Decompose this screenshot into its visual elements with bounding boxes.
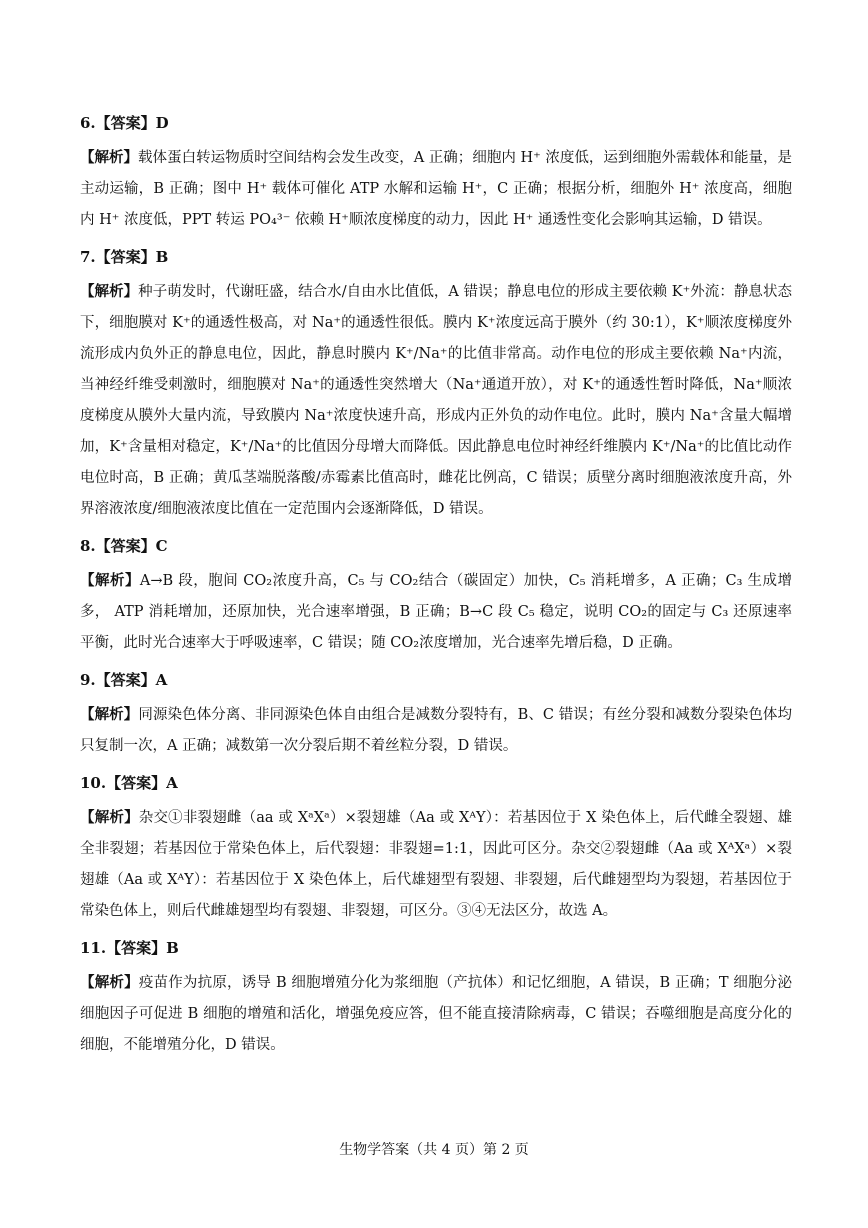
- answer-8-explanation: [80, 565, 792, 659]
- explanation-text: A→B 段，胞间 CO₂浓度升高，C₅ 与 CO₂结合（碳固定）加快，C₅ 消耗增多，A 正确；C₃ 生成增多， ATP 消耗增加，还原加快，光合速率增强，B 正确；B→C 段 C₅ 稳定，说明 CO₂的固定与 C₃ 还原速率平衡，此时光合速率大于呼吸速率，C 错误；随 CO₂浓度增加，光合速率先增后稳，D 正确。: [80, 573, 792, 651]
- answer-9-explanation: [80, 699, 792, 762]
- page-footer: 生物学答案（共 4 页）第 2 页: [339, 1142, 529, 1158]
- answer-9-heading: 9.【答案】A: [80, 671, 168, 689]
- explanation-tag: 【解析】: [80, 706, 139, 723]
- answer-10-explanation: [80, 802, 792, 927]
- explanation-tag: 【解析】: [80, 974, 139, 991]
- explanation-text: 同源染色体分离、非同源染色体自由组合是减数分裂特有，B、C 错误；有丝分裂和减数分裂染色体均只复制一次，A 正确；减数第一次分裂后期不着丝粒分裂，D 错误。: [80, 707, 793, 754]
- answer-6-heading: 6.【答案】D: [80, 114, 169, 132]
- explanation-text: 杂交①非裂翅雌（aa 或 XᵃXᵃ）×裂翅雄（Aa 或 XᴬY）：若基因位于 X 染色体上，后代雌全裂翅、雄全非裂翅；若基因位于常染色体上，后代裂翅：非裂翅=1:1，因此可区分。杂交②裂翅雌（Aa 或 XᴬXᵃ）×裂翅雄（Aa 或 XᴬY）：若基因位于 X 染色体上，后代雄翅型有裂翅、非裂翅，后代雌翅型均为裂翅，若基因位于常染色体上，则后代雌雄翅型均有裂翅、非裂翅，可区分。③④无法区分，故选 A。: [80, 810, 792, 919]
- answer-7-explanation: [80, 276, 792, 525]
- answer-7-heading: 7.【答案】B: [80, 248, 169, 266]
- explanation-text: 种子萌发时，代谢旺盛，结合水/自由水比值低，A 错误；静息电位的形成主要依赖 K⁺外流：静息状态下，细胞膜对 K⁺的通透性极高，对 Na⁺的通透性很低。膜内 K⁺浓度远高于膜外（约 30:1），K⁺顺浓度梯度外流形成内负外正的静息电位，因此，静息时膜内 K⁺/Na⁺的比值非常高。动作电位的形成主要依赖 Na⁺内流，当神经纤维受刺激时，细胞膜对 Na⁺的通透性突然增大（Na⁺通道开放），对 K⁺的通透性暂时降低，Na⁺顺浓度梯度从膜外大量内流，导致膜内 Na⁺浓度快速升高，形成内正外负的动作电位。此时，膜内 Na⁺含量大幅增加，K⁺含量相对稳定，K⁺/Na⁺的比值因分母增大而降低。因此静息电位时神经纤维膜内 K⁺/Na⁺的比值比动作电位时高，B 正确；黄瓜茎端脱落酸/赤霉素比值高时，雌花比例高，C 错误；质壁分离时细胞液浓度升高，外界溶液浓度/细胞液浓度比值在一定范围内会逐渐降低，D 错误。: [80, 284, 793, 517]
- answer-6-explanation: [80, 142, 792, 236]
- answer-10-heading: 10.【答案】A: [80, 774, 178, 792]
- answer-page: [80, 110, 792, 1069]
- explanation-tag: 【解析】: [80, 149, 139, 166]
- explanation-text: 疫苗作为抗原，诱导 B 细胞增殖分化为浆细胞（产抗体）和记忆细胞，A 错误，B 正确；T 细胞分泌细胞因子可促进 B 细胞的增殖和活化，增强免疫应答，但不能直接清除病毒，C 错误；吞噬细胞是高度分化的细胞，不能增殖分化，D 错误。: [80, 975, 792, 1053]
- answer-11-explanation: [80, 967, 792, 1061]
- answer-11-heading: 11.【答案】B: [80, 939, 179, 957]
- explanation-tag: 【解析】: [80, 283, 139, 300]
- explanation-tag: 【解析】: [80, 572, 140, 589]
- explanation-text: 载体蛋白转运物质时空间结构会发生改变，A 正确；细胞内 H⁺ 浓度低，运到细胞外需载体和能量，是主动运输，B 正确；图中 H⁺ 载体可催化 ATP 水解和运输 H⁺，C 正确；根据分析，细胞外 H⁺ 浓度高，细胞内 H⁺ 浓度低，PPT 转运 PO₄³⁻ 依赖 H⁺顺浓度梯度的动力，因此 H⁺ 通透性变化会影响其运输，D 错误。: [80, 150, 793, 228]
- explanation-tag: 【解析】: [80, 809, 139, 826]
- answer-8-heading: 8.【答案】C: [80, 537, 168, 555]
